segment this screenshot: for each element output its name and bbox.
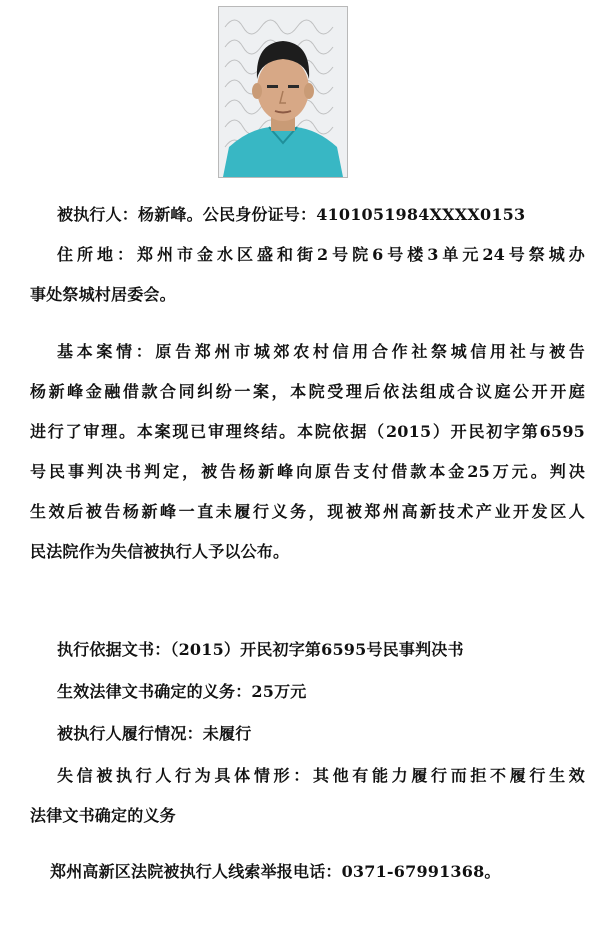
default-behavior: 失信被执行人行为具体情形：其他有能力履行而拒不履行生效 [57,766,585,785]
case-summary-line3: 进行了审理。本案现已审理终结。本院依据（2015）开民初字第6595 [30,422,585,441]
case-summary-line1: 基本案情：原告郑州市城郊农村信用合作社祭城信用社与被告 [57,342,585,361]
defendant-name-id: 被执行人：杨新峰。公民身份证号：4101051984XXXX0153 [57,205,526,224]
residence-address: 住所地：郑州市金水区盛和街2号院6号楼3单元24号祭城办 [57,245,585,264]
residence-address-cont: 事处祭城村居委会。 [30,285,176,304]
case-summary-line4: 号民事判决书判定，被告杨新峰向原告支付借款本金25万元。判决 [30,462,585,481]
case-summary-line5: 生效后被告杨新峰一直未履行义务，现被郑州高新技术产业开发区人 [30,502,585,521]
legal-obligation: 生效法律文书确定的义务：25万元 [57,682,307,701]
case-summary-line2: 杨新峰金融借款合同纠纷一案，本院受理后依法组成合议庭公开开庭 [30,382,585,401]
case-summary-line6: 民法院作为失信被执行人予以公布。 [30,542,290,561]
enforcement-basis: 执行依据文书：（2015）开民初字第6595号民事判决书 [57,640,464,659]
performance-status: 被执行人履行情况：未履行 [57,724,252,743]
report-hotline: 郑州高新区法院被执行人线索举报电话：0371-67991368。 [50,862,501,881]
default-behavior-cont: 法律文书确定的义务 [30,806,176,825]
